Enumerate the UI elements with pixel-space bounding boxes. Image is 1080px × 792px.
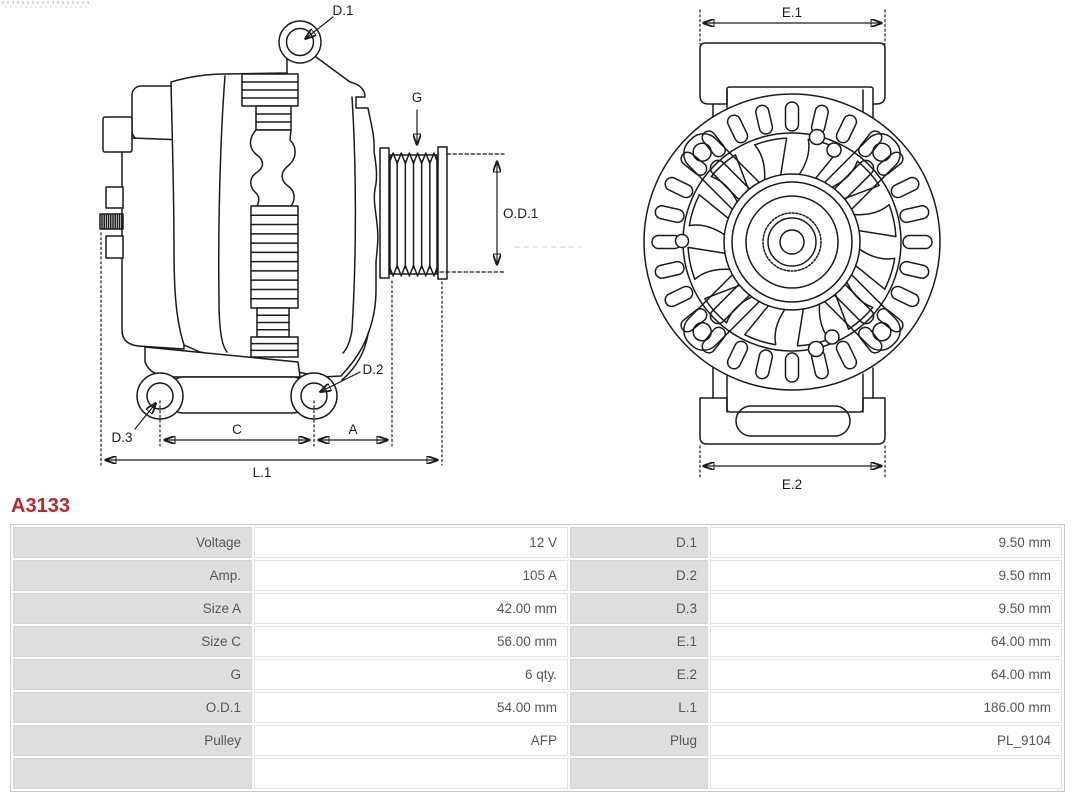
connector-block [106,236,123,258]
mount-hole-d3-inner [147,383,173,409]
spec-label: D.3 [570,593,708,624]
part-number: A3133 [11,495,70,517]
spec-value: 9.50 mm [710,593,1062,624]
spec-label: Voltage [13,527,252,558]
lug-bar [170,377,306,413]
dim-label-od1: O.D.1 [503,206,539,221]
spec-label: Size A [13,593,252,624]
pulley-flange [380,148,389,278]
stator-stack [251,206,298,308]
shaft-hole [780,230,804,254]
spec-row-partial [13,758,1062,789]
dim-label-d1: D.1 [332,3,354,18]
stator-stack [256,106,291,130]
spec-row [13,725,1062,756]
spec-label: O.D.1 [13,692,252,723]
spec-value: 6 qty. [254,659,568,690]
dim-label-e2: E.2 [781,477,803,492]
spec-value [710,758,1062,789]
spec-label: D.1 [570,527,708,558]
connector-block [106,187,123,208]
dim-label-g: G [411,90,423,105]
pulley-flange [438,147,447,279]
spec-label: Plug [570,725,708,756]
spec-value: 12 V [254,527,568,558]
bolt-hole [810,130,825,145]
spec-value: 56.00 mm [254,626,568,657]
front-view-drawing [644,5,940,492]
spec-row [13,560,1062,591]
dim-label-a: A [348,422,358,437]
spec-label: Amp. [13,560,252,591]
bolt-hole [825,330,839,344]
spec-row [13,593,1062,624]
bolt-hole [827,143,841,157]
connector-block [103,117,132,152]
spec-row [13,626,1062,657]
bolt-hole [809,342,824,357]
mount-hole-d2-inner [301,383,327,409]
spec-row [13,527,1062,558]
spec-value: 42.00 mm [254,593,568,624]
spec-value: 186.00 mm [710,692,1062,723]
spec-row [13,659,1062,690]
spec-label: Pulley [13,725,252,756]
mount-ear-d1-inner [287,29,314,56]
spec-label: E.1 [570,626,708,657]
spec-label: G [13,659,252,690]
spec-label: Size C [13,626,252,657]
side-view-drawing [100,3,582,480]
spec-value: PL_9104 [710,725,1062,756]
spec-row [13,692,1062,723]
pulley-grooves [389,153,438,276]
dim-label-d2: D.2 [362,362,384,377]
spec-label [13,758,252,789]
spec-value: 64.00 mm [710,626,1062,657]
dim-label-e1: E.1 [781,5,803,20]
spec-label: L.1 [570,692,708,723]
spec-value [254,758,568,789]
spec-value: 105 A [254,560,568,591]
dim-label-l1: L.1 [252,465,272,480]
spec-value: AFP [254,725,568,756]
spec-label: D.2 [570,560,708,591]
dim-label-d3: D.3 [111,430,133,445]
spec-value: 54.00 mm [254,692,568,723]
bolt-hole [676,235,689,248]
spec-label [570,758,708,789]
spec-value: 64.00 mm [710,659,1062,690]
dim-label-c: C [232,422,242,437]
spec-table [10,524,1065,792]
spec-value: 9.50 mm [710,527,1062,558]
spec-label: E.2 [570,659,708,690]
stator-stack [251,337,298,357]
spec-value: 9.50 mm [710,560,1062,591]
